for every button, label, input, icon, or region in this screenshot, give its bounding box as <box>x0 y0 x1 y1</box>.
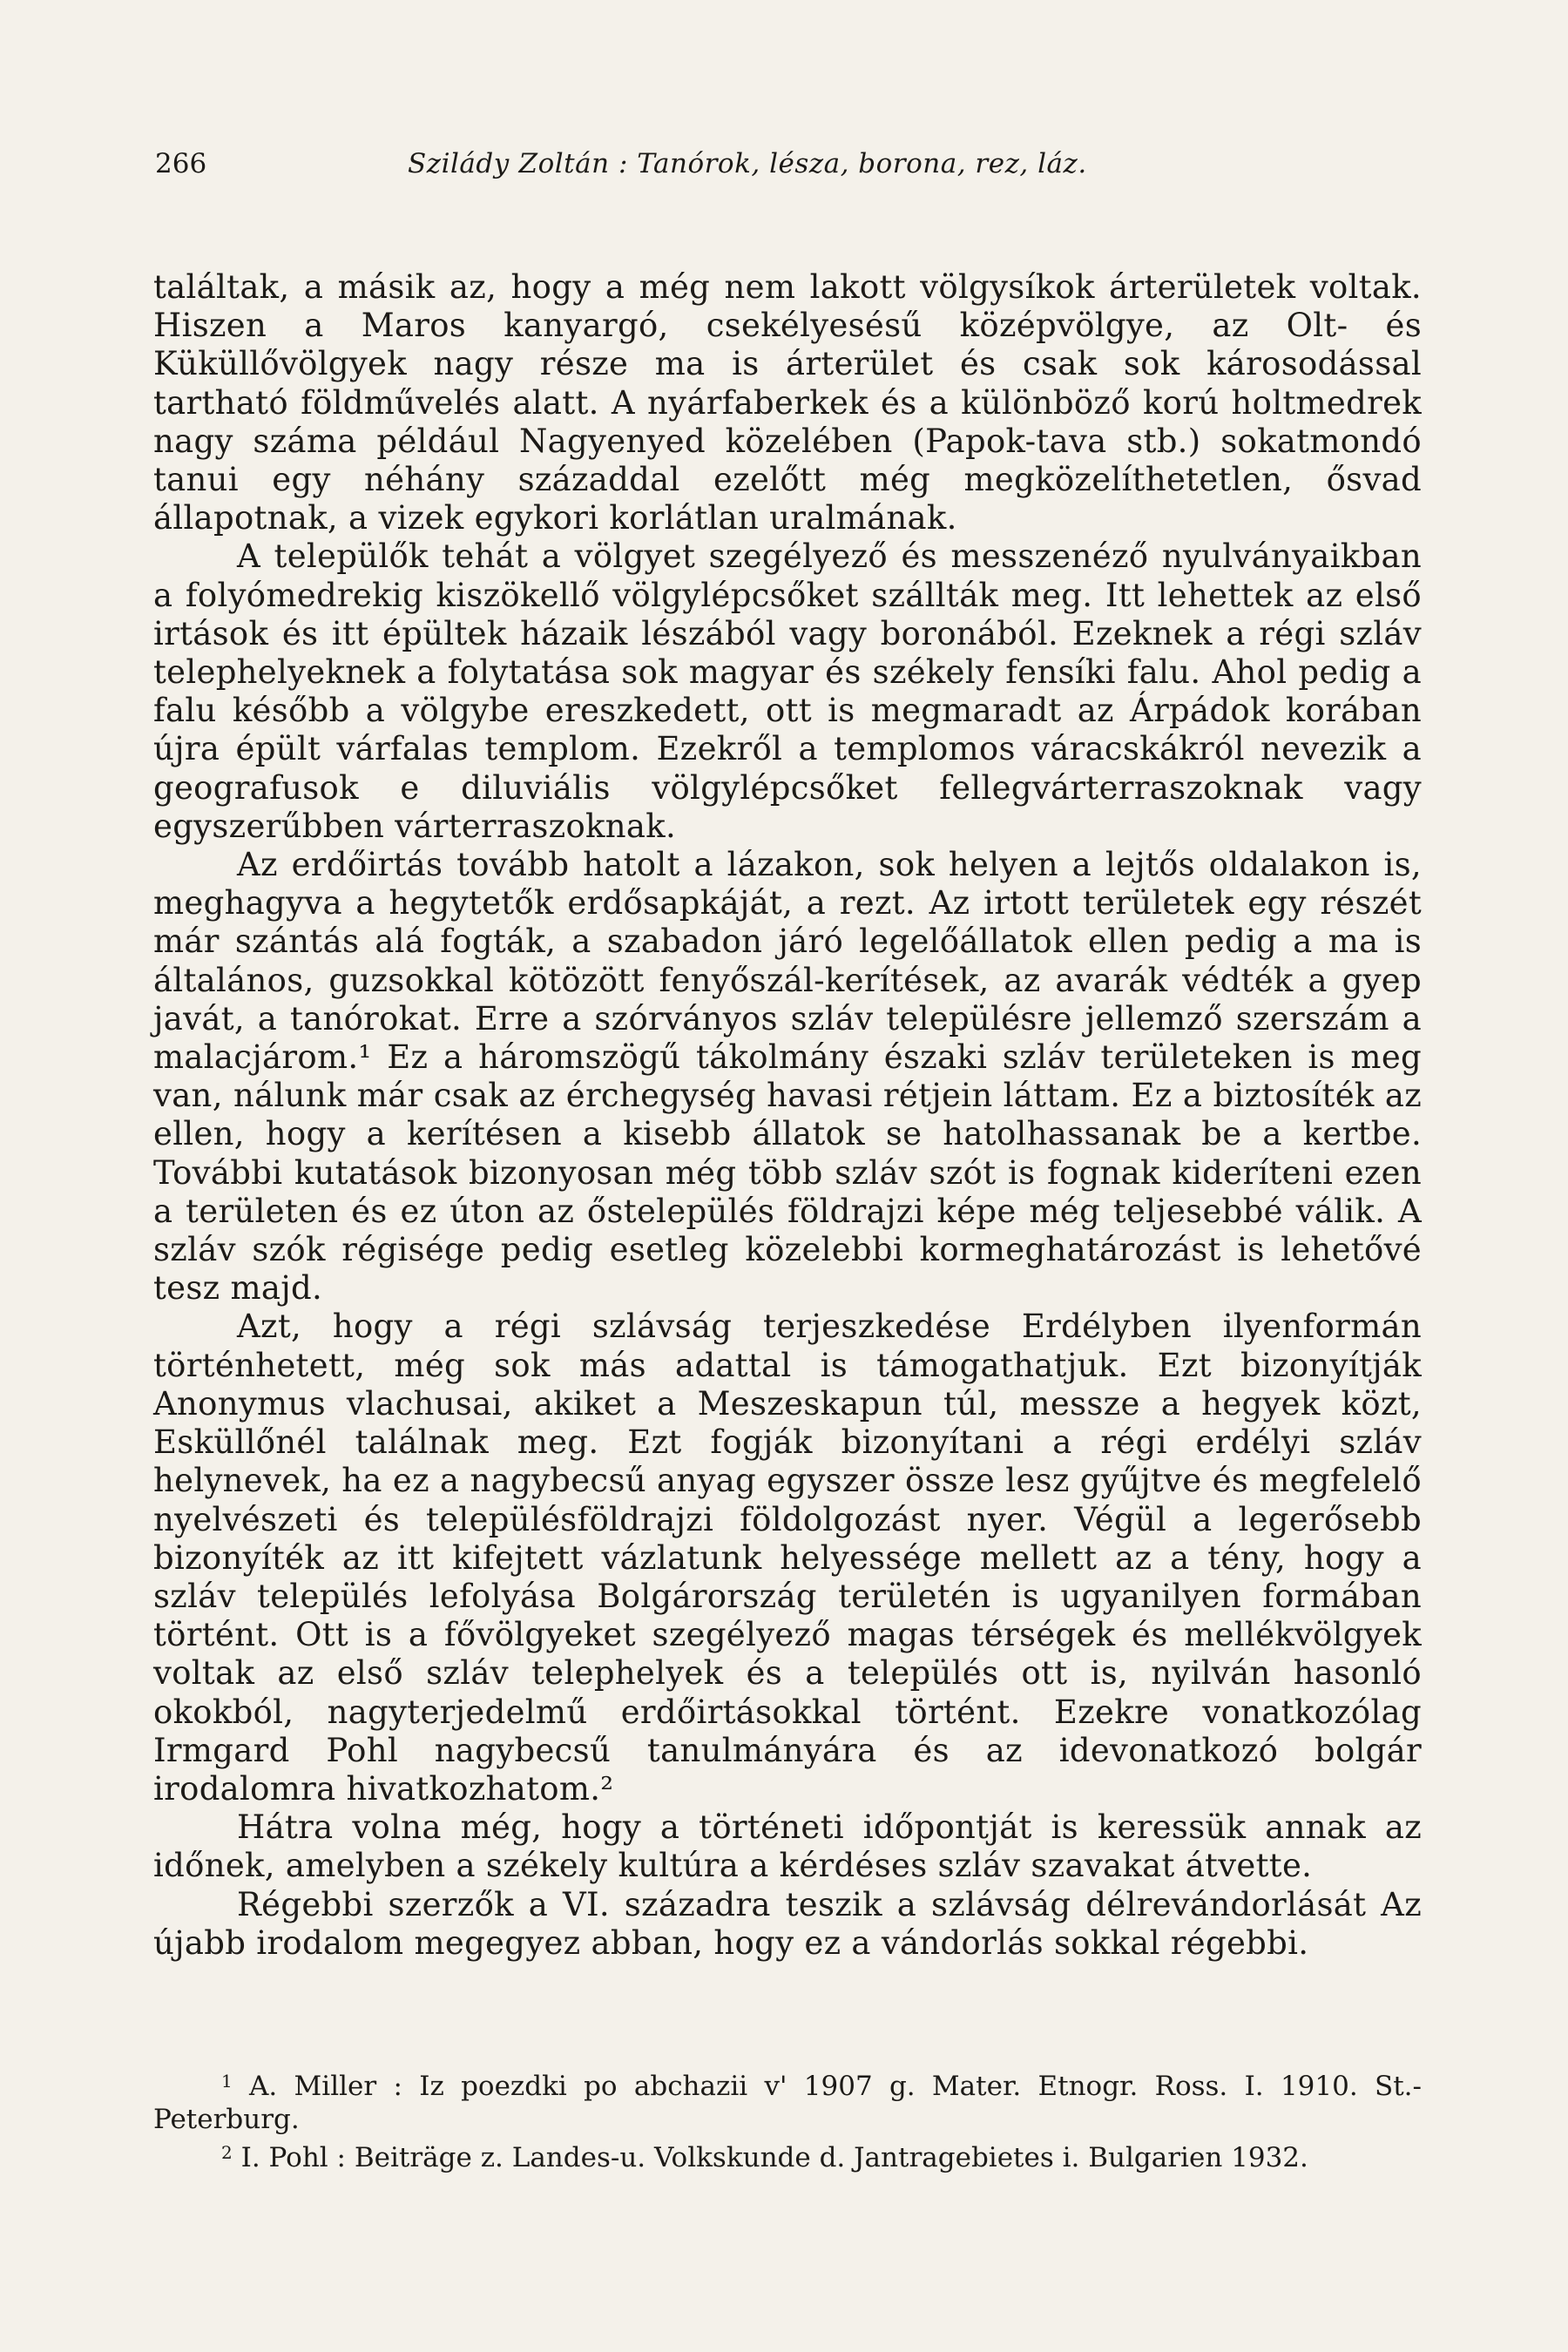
paragraph: Azt, hogy a régi szlávság terjeszkedése Erdélyben ilyenformán történhetett, még sok más adattal is támogathatjuk. Ezt bizonyítják Anonymus vlachusai, akiket a Meszeskapun túl, messze a hegyek közt, Esküllőnél találnak meg. Ezt fogják bizonyítani a régi erdélyi szláv helynevek, ha ez a nagybecsű anyag egyszer össze lesz gyűjtve és megfelelő nyelvészeti és településföldrajzi földolgozást nyer. Végül a legerősebb bizonyíték az itt kifejtett vázlatunk helyessége mellett az a tény, hogy a szláv település lefolyása Bolgárország területén is ugyanilyen formában történt. Ott is a fővölgyeket szegélyező magas térségek és mellékvölgyek voltak az első szláv telephelyek és a település ott is, nyilván hasonló okokból, nagyterjedelmű erdőirtásokkal történt. Ezekre vonatkozólag Irmgard Pohl nagybecsű tanulmányára és az idevonatkozó bolgár irodalomra hivatkozhatom.² <box>153 1308 1422 1808</box>
paragraph: A települők tehát a völgyet szegélyező és messzenéző nyulványaikban a folyómedrekig kiszökellő völgylépcsőket szállták meg. Itt lehettek az első irtások és itt épültek házaik lészából vagy boronából. Ezeknek a régi szláv telephelyeknek a folytatása sok magyar és székely fensíki falu. Ahol pedig a falu később a völgybe ereszkedett, ott is megmaradt az Árpádok korában újra épült várfalas templom. Ezekről a templomos váracskákról nevezik a geografusok e diluviális völgylépcsőket fellegvárterraszoknak vagy egyszerűbben várterraszoknak. <box>153 537 1422 845</box>
body-text <box>153 268 1422 1963</box>
paragraph-continuation: találtak, a másik az, hogy a még nem lakott völgysíkok árterületek voltak. Hiszen a Maros kanyargó, csekélyesésű középvölgye, az Olt- és Küküllővölgyek nagy része ma is árterület és csak sok károsodással tartható földművelés alatt. A nyárfaberkek és a különböző korú holtmedrek nagy száma például Nagyenyed közelében (Papok-tava stb.) sokatmondó tanui egy néhány századdal ezelőtt még megközelíthetetlen, ősvad állapotnak, a vizek egykori korlátlan uralmának. <box>153 268 1422 537</box>
footnote-1 <box>153 2065 1422 2136</box>
footnotes <box>153 2065 1422 2174</box>
paragraph: Az erdőirtás tovább hatolt a lázakon, sok helyen a lejtős oldalakon is, meghagyva a hegytetők erdősapkáját, a rezt. Az irtott területek egy részét már szántás alá fogták, a szabadon járó legelőállatok ellen pedig a ma is általános, guzsokkal kötözött fenyőszál-kerítések, az avarák védték a gyep javát, a tanórokat. Erre a szórványos szláv településre jellemző szerszám a malacjárom.¹ Ez a háromszögű tákolmány északi szláv területeken is meg van, nálunk már csak az érchegység havasi rétjein láttam. Ez a biztosíték az ellen, hogy a kerítésen a kisebb állatok se hatolhassanak be a kertbe. További kutatások bizonyosan még több szláv szót is fognak kideríteni ezen a területen és ez úton az őstelepülés földrajzi képe még teljesebbé válik. A szláv szók régisége pedig esetleg közelebbi kormeghatározást is lehetővé tesz majd. <box>153 846 1422 1308</box>
footnote-text: I. Pohl : Beiträge z. Landes-u. Volkskunde d. Jantragebietes i. Bulgarien 1932. <box>240 2142 1308 2173</box>
paragraph: Régebbi szerzők a VI. századra teszik a szlávság délrevándorlását Az újabb irodalom megegyez abban, hogy ez a vándorlás sokkal régebbi. <box>153 1885 1422 1962</box>
footnote-2 <box>153 2136 1422 2174</box>
page-number: 266 <box>155 148 207 179</box>
footnote-text: A. Miller : Iz poezdki po abchazii v' 1907 g. Mater. Etnogr. Ross. I. 1910. St.-Peterburg. <box>153 2071 1422 2135</box>
footnote-marker: 1 <box>221 2071 233 2092</box>
paragraph: Hátra volna még, hogy a történeti időpontját is keressük annak az időnek, amelyben a székely kultúra a kérdéses szláv szavakat átvette. <box>153 1808 1422 1885</box>
running-head: Sziládу Zoltán : Tanórok, lésza, borona, rez, láz. <box>408 148 1087 179</box>
footnote-marker: 2 <box>221 2142 233 2163</box>
